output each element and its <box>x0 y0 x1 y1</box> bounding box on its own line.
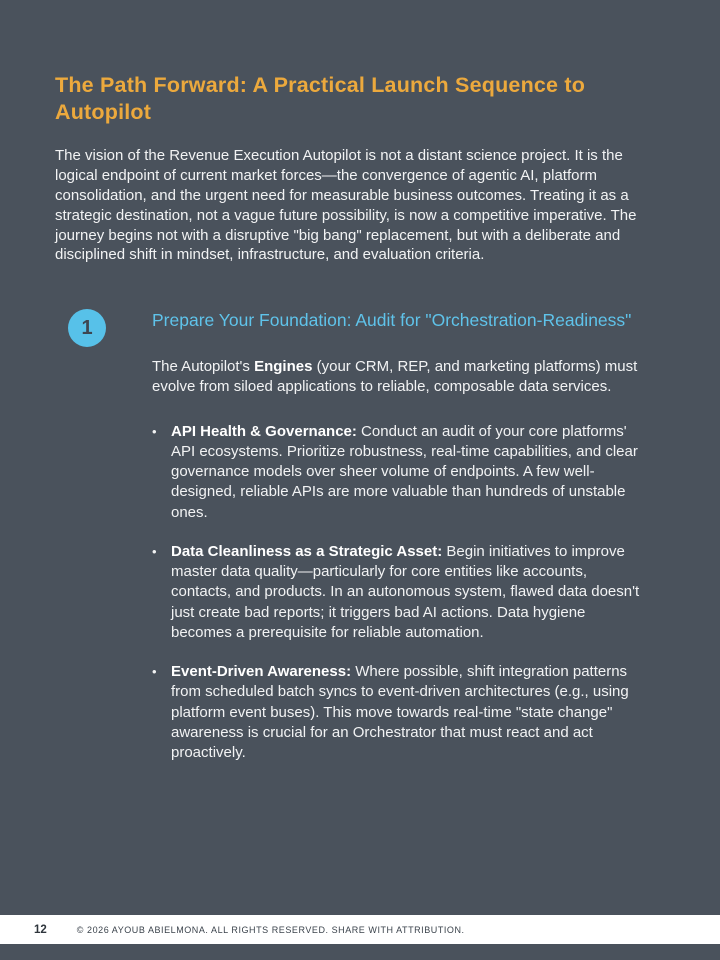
page-title: The Path Forward: A Practical Launch Sequence to Autopilot <box>55 73 586 124</box>
intro-paragraph: The vision of the Revenue Execution Autopilot is not a distant science project. It is the logical endpoint of current market forces—the convergence of agentic AI, platform consolidation, and the urgent need for measurable business outcomes. Treating it as a strategic destination, not a vague future possibility, is now a competitive imperative. The journey begins not with a disruptive "big bang" replacement, but with a deliberate and disciplined shift in mindset, infrastructure, and evaluation criteria. <box>55 146 637 264</box>
bullet-icon: • <box>152 543 157 559</box>
bullet-bold-lead: API Health & Governance: <box>171 422 357 440</box>
list-item <box>152 422 642 523</box>
section-number-badge: 1 <box>68 309 106 347</box>
section-lead-paragraph <box>152 357 642 398</box>
section-body <box>152 309 642 782</box>
bullet-body: Conduct an audit of your core platforms' API ecosystems. Prioritize robustness, real-time capabilities, and clear governance models over sheer volume of endpoints. A few well-designed, reliable APIs are more valuable than hundreds of unstable ones. <box>171 422 638 521</box>
lead-prefix: The Autopilot's <box>152 358 255 375</box>
section-heading: Prepare Your Foundation: Audit for "Orchestration-Readiness" <box>152 310 632 331</box>
bullet-icon: • <box>152 423 157 439</box>
content-area <box>0 72 720 782</box>
page-number: 12 <box>34 923 47 936</box>
bullet-bold-lead: Event-Driven Awareness: <box>171 663 352 680</box>
list-item <box>152 542 642 643</box>
bullet-body: Where possible, shift integration patterns from scheduled batch syncs to event-driven architectures (e.g., using platform event buses). This move towards real-time "state change" awareness is crucial for an Orchestrator that must react and act proactively. <box>171 663 629 761</box>
lead-bold-term: Engines <box>254 358 313 375</box>
bullet-icon: • <box>152 664 157 679</box>
lead-suffix: (your CRM, REP, and marketing platforms) must evolve from siloed applications to reliable, composable data services. <box>152 358 638 396</box>
list-item <box>152 662 642 763</box>
bullet-text <box>171 662 642 763</box>
bullet-text <box>171 542 642 643</box>
bullet-list <box>152 422 642 764</box>
bullet-body: Begin initiatives to improve master data quality—particularly for core entities like accounts, contacts, and products. In an autonomous system, flawed data doesn't just create bad reports; it triggers bad AI actions. Data hygiene becomes a prerequisite for reliable automation. <box>171 542 640 641</box>
copyright-text: © 2026 AYOUB ABIELMONA. ALL RIGHTS RESERVED. SHARE WITH ATTRIBUTION. <box>76 924 465 935</box>
bullet-bold-lead: Data Cleanliness as a Strategic Asset: <box>171 542 443 560</box>
bullet-text <box>171 422 642 523</box>
section-number-column <box>55 309 152 347</box>
section-1 <box>55 309 665 782</box>
footer-bar <box>0 915 720 944</box>
